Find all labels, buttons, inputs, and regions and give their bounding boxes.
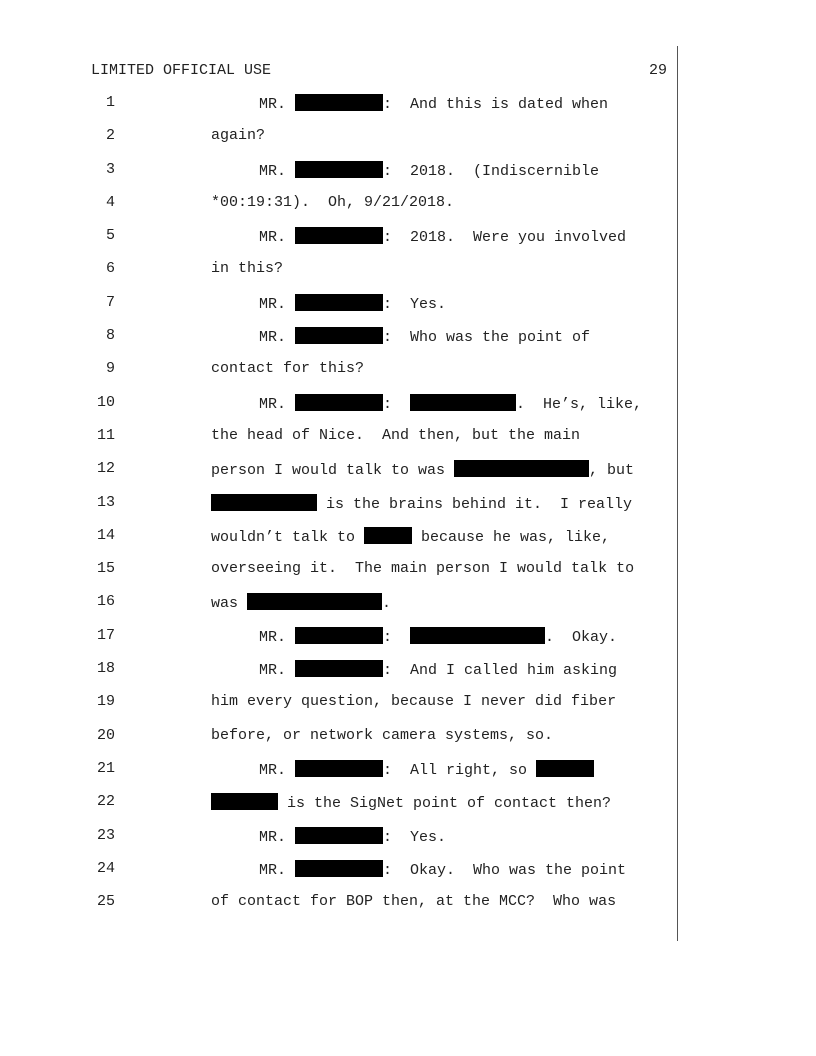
- line-text: [211, 793, 611, 812]
- redaction-block: [295, 627, 383, 644]
- text-segment: wouldn’t talk to: [211, 528, 365, 546]
- line-text: [211, 127, 265, 144]
- line-text: [211, 427, 580, 444]
- text-segment: : And this is dated when: [383, 96, 609, 113]
- text-segment: MR.: [259, 329, 296, 347]
- redaction-block: [454, 460, 589, 477]
- text-segment: .: [382, 595, 392, 613]
- text-segment: because he was, like,: [412, 528, 611, 546]
- transcript-line: [0, 593, 680, 626]
- text-segment: him every question, because I never did fiber: [211, 693, 617, 711]
- redaction-block: [295, 327, 383, 344]
- text-segment: : And I called him asking: [383, 662, 618, 680]
- text-segment: *00:19:31). Oh, 9/21/2018.: [211, 193, 455, 211]
- transcript-line: [0, 827, 680, 860]
- transcript-line: [0, 660, 680, 693]
- text-segment: :: [383, 628, 411, 646]
- text-segment: : Yes.: [383, 828, 447, 846]
- text-segment: the head of Nice. And then, but the main: [211, 426, 581, 444]
- line-text: [259, 860, 626, 879]
- line-number: 15: [96, 560, 115, 578]
- text-segment: MR.: [259, 861, 296, 879]
- text-segment: . Okay.: [545, 628, 618, 646]
- line-text: [259, 660, 617, 679]
- transcript-line: [0, 627, 680, 660]
- line-text: [211, 693, 616, 710]
- line-number: 23: [96, 826, 115, 844]
- transcript-line: [0, 194, 680, 227]
- line-number: 1: [105, 94, 115, 111]
- line-text: [211, 460, 634, 479]
- line-text: [259, 161, 599, 180]
- text-segment: : Okay. Who was the point: [383, 861, 627, 879]
- line-number: 24: [96, 859, 115, 877]
- transcript-line: [0, 893, 680, 926]
- line-text: [259, 227, 626, 246]
- line-number: 3: [105, 160, 115, 178]
- line-text: [259, 394, 642, 413]
- line-number: 19: [96, 693, 115, 711]
- redaction-block: [295, 394, 383, 411]
- line-text: [211, 593, 391, 612]
- line-number: 21: [96, 759, 115, 777]
- text-segment: MR.: [259, 395, 296, 413]
- text-segment: of contact for BOP then, at the MCC? Who was: [211, 893, 617, 911]
- text-segment: MR.: [259, 662, 296, 680]
- line-number: 5: [105, 227, 115, 245]
- redaction-block: [295, 227, 383, 244]
- transcript-line: [0, 560, 680, 593]
- text-segment: :: [383, 395, 411, 413]
- line-number: 20: [96, 726, 115, 744]
- line-number: 12: [96, 460, 115, 478]
- transcript-lines: [0, 94, 680, 926]
- text-segment: is the brains behind it. I really: [317, 495, 633, 513]
- redaction-block: [295, 94, 383, 111]
- line-number: 10: [96, 393, 115, 411]
- text-segment: MR.: [259, 229, 296, 247]
- transcript-line: [0, 460, 680, 493]
- redaction-block: [295, 294, 383, 311]
- line-number: 6: [105, 260, 115, 278]
- redaction-block: [247, 593, 382, 610]
- line-number: 4: [105, 193, 115, 211]
- text-segment: : Who was the point of: [383, 329, 591, 347]
- redaction-block: [211, 494, 317, 511]
- text-segment: . He’s, like,: [516, 395, 643, 413]
- text-segment: : Yes.: [383, 295, 447, 313]
- text-segment: was: [211, 595, 248, 613]
- line-text: [211, 194, 454, 211]
- line-text: [259, 627, 617, 646]
- transcript-line: [0, 294, 680, 327]
- transcript-line: [0, 327, 680, 360]
- line-number: 25: [96, 893, 115, 911]
- transcript-line: [0, 494, 680, 527]
- text-segment: : 2018. (Indiscernible: [383, 162, 600, 180]
- line-text: [259, 327, 590, 346]
- text-segment: : 2018. Were you involved: [383, 229, 627, 247]
- line-number: 13: [96, 493, 115, 511]
- text-segment: again?: [211, 127, 266, 145]
- line-number: 8: [105, 327, 115, 345]
- line-text: [211, 360, 364, 377]
- text-segment: MR.: [259, 761, 296, 779]
- text-segment: contact for this?: [211, 360, 365, 378]
- transcript-line: [0, 860, 680, 893]
- text-segment: : All right, so: [383, 761, 537, 779]
- line-text: [211, 893, 616, 910]
- line-text: [211, 494, 632, 513]
- transcript-line: [0, 161, 680, 194]
- text-segment: , but: [589, 462, 635, 480]
- line-text: [211, 527, 610, 546]
- text-segment: overseeing it. The main person I would talk to: [211, 560, 635, 578]
- line-text: [259, 294, 446, 313]
- redaction-block: [364, 527, 412, 544]
- transcript-line: [0, 227, 680, 260]
- transcript-line: [0, 94, 680, 127]
- transcript-line: [0, 693, 680, 726]
- text-segment: MR.: [259, 96, 296, 113]
- line-text: [259, 760, 594, 779]
- line-number: 7: [105, 293, 115, 311]
- line-text: [259, 827, 446, 846]
- transcript-line: [0, 394, 680, 427]
- text-segment: in this?: [211, 260, 284, 278]
- line-number: 11: [96, 426, 115, 444]
- redaction-block: [295, 827, 383, 844]
- transcript-line: [0, 127, 680, 160]
- text-segment: person I would talk to was: [211, 462, 455, 480]
- redaction-block: [295, 760, 383, 777]
- redaction-block: [295, 660, 383, 677]
- line-number: 18: [96, 660, 115, 678]
- line-text: [259, 94, 608, 113]
- text-segment: MR.: [259, 828, 296, 846]
- line-text: [211, 260, 283, 277]
- text-segment: MR.: [259, 628, 296, 646]
- line-number: 14: [96, 526, 115, 544]
- transcript-line: [0, 360, 680, 393]
- redaction-block: [295, 161, 383, 178]
- classification-header: LIMITED OFFICIAL USE: [91, 62, 272, 79]
- line-number: 22: [96, 793, 115, 811]
- transcript-line: [0, 427, 680, 460]
- line-text: [211, 560, 634, 577]
- redaction-block: [410, 394, 516, 411]
- redaction-block: [295, 860, 383, 877]
- line-number: 17: [96, 626, 115, 644]
- line-text: [211, 727, 553, 744]
- transcript-line: [0, 727, 680, 760]
- redaction-block: [536, 760, 594, 777]
- transcript-line: [0, 527, 680, 560]
- redaction-block: [211, 793, 278, 810]
- page-number: 29: [648, 62, 667, 79]
- text-segment: MR.: [259, 295, 296, 313]
- text-segment: before, or network camera systems, so.: [211, 726, 554, 744]
- transcript-line: [0, 793, 680, 826]
- line-number: 2: [105, 127, 115, 145]
- transcript-line: [0, 760, 680, 793]
- line-number: 9: [105, 360, 115, 378]
- transcript-line: [0, 260, 680, 293]
- text-segment: MR.: [259, 162, 296, 180]
- text-segment: is the SigNet point of contact then?: [278, 795, 612, 813]
- line-number: 16: [96, 593, 115, 611]
- redaction-block: [410, 627, 545, 644]
